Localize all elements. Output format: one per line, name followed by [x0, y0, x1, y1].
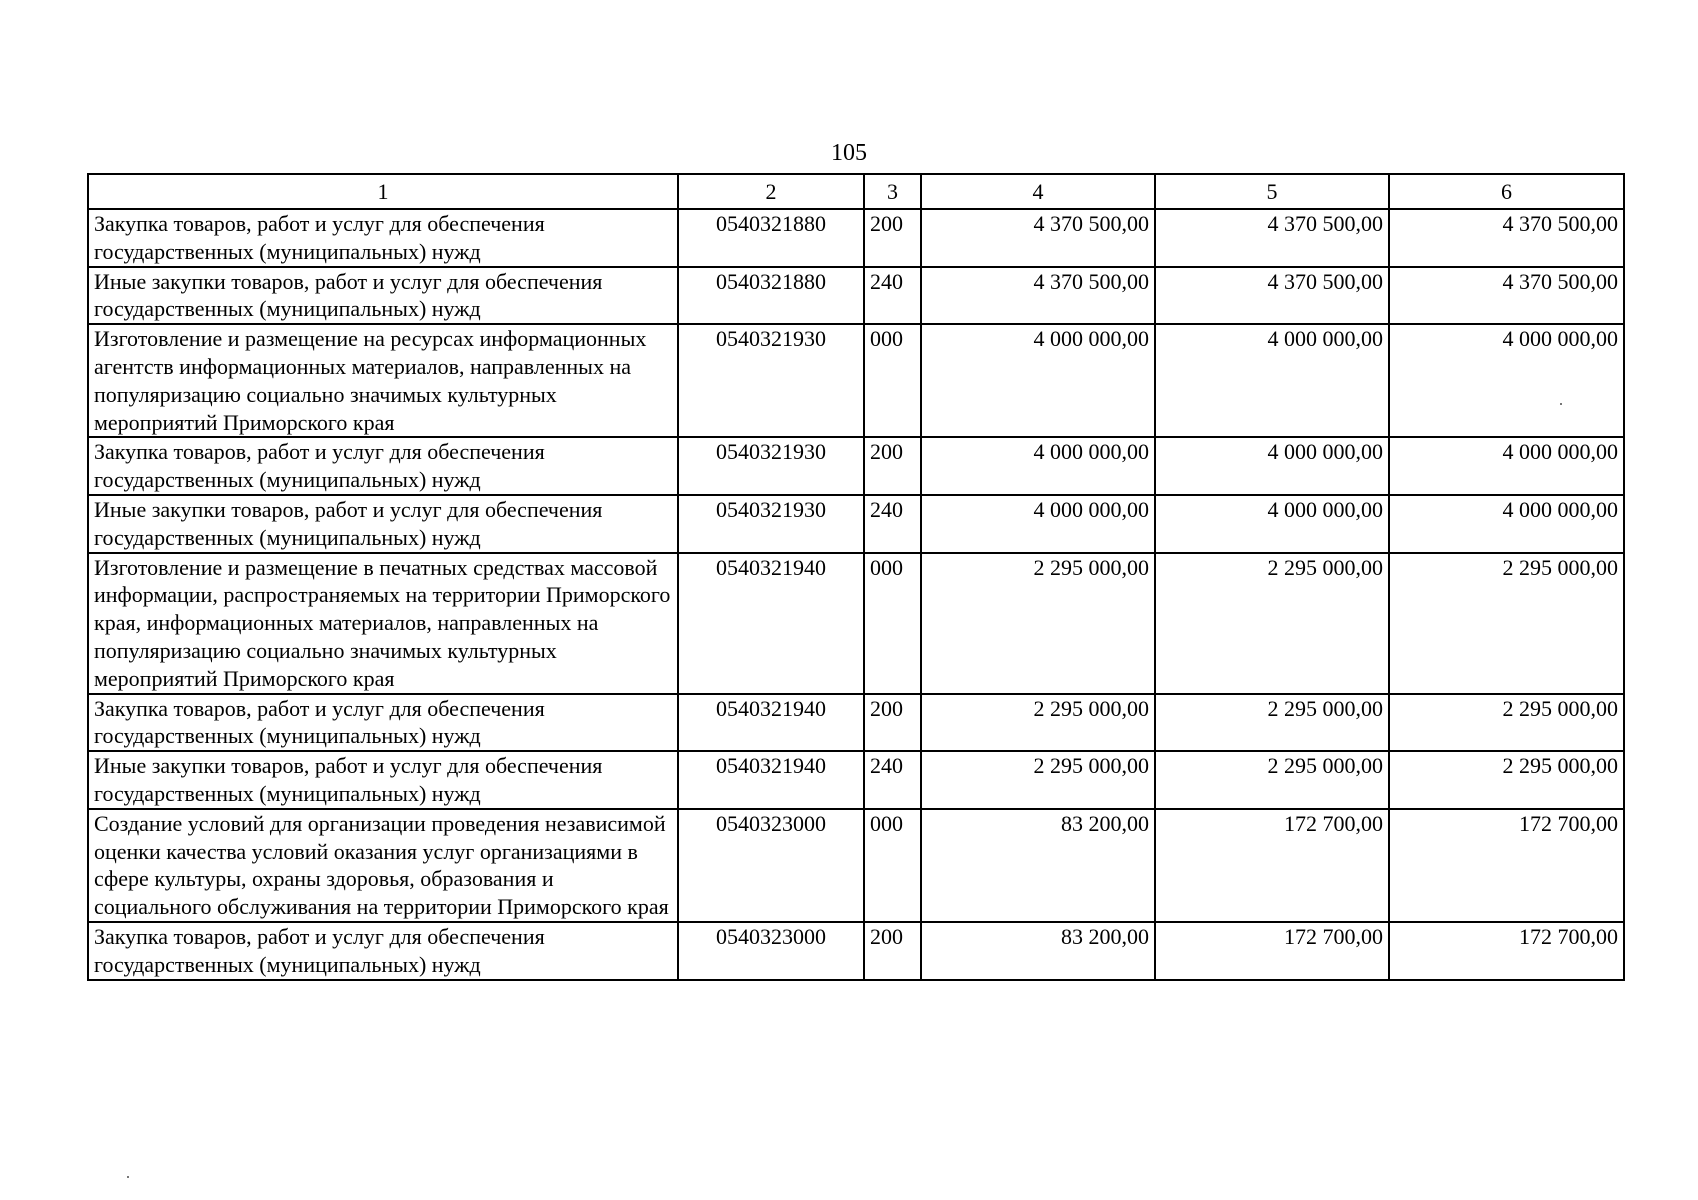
row-amount-6: 4 000 000,00 — [1389, 324, 1624, 437]
row-kind: 240 — [864, 267, 921, 325]
row-kind: 200 — [864, 694, 921, 752]
table-row — [88, 809, 1624, 922]
row-amount-4: 2 295 000,00 — [921, 694, 1155, 752]
row-amount-5: 172 700,00 — [1155, 922, 1389, 980]
row-amount-6: 4 000 000,00 — [1389, 437, 1624, 495]
row-kind: 000 — [864, 324, 921, 437]
table-row — [88, 751, 1624, 809]
row-name: Закупка товаров, работ и услуг для обеспечения государственных (муниципальных) нужд — [88, 437, 678, 495]
row-code: 0540321940 — [678, 751, 864, 809]
column-header-1: 1 — [88, 174, 678, 209]
row-amount-5: 2 295 000,00 — [1155, 553, 1389, 694]
scan-speck — [1560, 403, 1562, 405]
table-row — [88, 922, 1624, 980]
row-code: 0540323000 — [678, 809, 864, 922]
row-name: Создание условий для организации проведения независимой оценки качества условий оказания услуг организациями в сфере культуры, охраны здоровья, образования и социального обслуживания на территории Приморского края — [88, 809, 678, 922]
row-amount-4: 2 295 000,00 — [921, 553, 1155, 694]
table-row — [88, 267, 1624, 325]
row-amount-4: 4 370 500,00 — [921, 267, 1155, 325]
row-amount-6: 4 000 000,00 — [1389, 495, 1624, 553]
row-amount-5: 172 700,00 — [1155, 809, 1389, 922]
row-code: 0540321930 — [678, 495, 864, 553]
row-name: Изготовление и размещение на ресурсах информационных агентств информационных материалов, направленных на популяризацию социально значимых культурных мероприятий Приморского края — [88, 324, 678, 437]
column-header-4: 4 — [921, 174, 1155, 209]
row-amount-6: 2 295 000,00 — [1389, 553, 1624, 694]
row-kind: 200 — [864, 922, 921, 980]
row-name: Иные закупки товаров, работ и услуг для обеспечения государственных (муниципальных) нужд — [88, 751, 678, 809]
row-amount-5: 4 000 000,00 — [1155, 324, 1389, 437]
column-header-2: 2 — [678, 174, 864, 209]
row-amount-6: 172 700,00 — [1389, 922, 1624, 980]
row-kind: 200 — [864, 209, 921, 267]
scan-speck — [127, 1176, 129, 1178]
row-amount-4: 83 200,00 — [921, 809, 1155, 922]
row-kind: 000 — [864, 809, 921, 922]
row-kind: 000 — [864, 553, 921, 694]
row-amount-4: 4 000 000,00 — [921, 437, 1155, 495]
row-amount-4: 4 370 500,00 — [921, 209, 1155, 267]
row-code: 0540321930 — [678, 324, 864, 437]
row-kind: 200 — [864, 437, 921, 495]
row-code: 0540321940 — [678, 694, 864, 752]
row-amount-4: 2 295 000,00 — [921, 751, 1155, 809]
row-amount-5: 2 295 000,00 — [1155, 751, 1389, 809]
budget-table — [87, 173, 1625, 981]
header-row — [88, 174, 1624, 209]
row-amount-6: 172 700,00 — [1389, 809, 1624, 922]
row-amount-6: 4 370 500,00 — [1389, 267, 1624, 325]
table-row — [88, 553, 1624, 694]
row-name: Закупка товаров, работ и услуг для обеспечения государственных (муниципальных) нужд — [88, 694, 678, 752]
row-name: Иные закупки товаров, работ и услуг для обеспечения государственных (муниципальных) нужд — [88, 267, 678, 325]
row-kind: 240 — [864, 495, 921, 553]
table-row — [88, 324, 1624, 437]
row-name: Закупка товаров, работ и услуг для обеспечения государственных (муниципальных) нужд — [88, 922, 678, 980]
row-name: Изготовление и размещение в печатных средствах массовой информации, распространяемых на территории Приморского края, информационных материалов, направленных на популяризацию социально значимых культурных мероприятий Приморского края — [88, 553, 678, 694]
table-row — [88, 209, 1624, 267]
column-header-5: 5 — [1155, 174, 1389, 209]
row-amount-5: 4 000 000,00 — [1155, 437, 1389, 495]
row-code: 0540321940 — [678, 553, 864, 694]
row-amount-4: 83 200,00 — [921, 922, 1155, 980]
table-row — [88, 437, 1624, 495]
row-amount-6: 4 370 500,00 — [1389, 209, 1624, 267]
row-amount-6: 2 295 000,00 — [1389, 694, 1624, 752]
row-amount-5: 4 000 000,00 — [1155, 495, 1389, 553]
row-amount-5: 2 295 000,00 — [1155, 694, 1389, 752]
row-kind: 240 — [864, 751, 921, 809]
row-code: 0540321880 — [678, 209, 864, 267]
row-amount-6: 2 295 000,00 — [1389, 751, 1624, 809]
row-amount-5: 4 370 500,00 — [1155, 267, 1389, 325]
page-number: 105 — [831, 140, 867, 166]
table-row — [88, 694, 1624, 752]
row-amount-5: 4 370 500,00 — [1155, 209, 1389, 267]
row-name: Закупка товаров, работ и услуг для обеспечения государственных (муниципальных) нужд — [88, 209, 678, 267]
column-header-6: 6 — [1389, 174, 1624, 209]
row-name: Иные закупки товаров, работ и услуг для обеспечения государственных (муниципальных) нужд — [88, 495, 678, 553]
row-code: 0540323000 — [678, 922, 864, 980]
row-code: 0540321880 — [678, 267, 864, 325]
column-header-3: 3 — [864, 174, 921, 209]
row-amount-4: 4 000 000,00 — [921, 324, 1155, 437]
row-amount-4: 4 000 000,00 — [921, 495, 1155, 553]
row-code: 0540321930 — [678, 437, 864, 495]
table-row — [88, 495, 1624, 553]
